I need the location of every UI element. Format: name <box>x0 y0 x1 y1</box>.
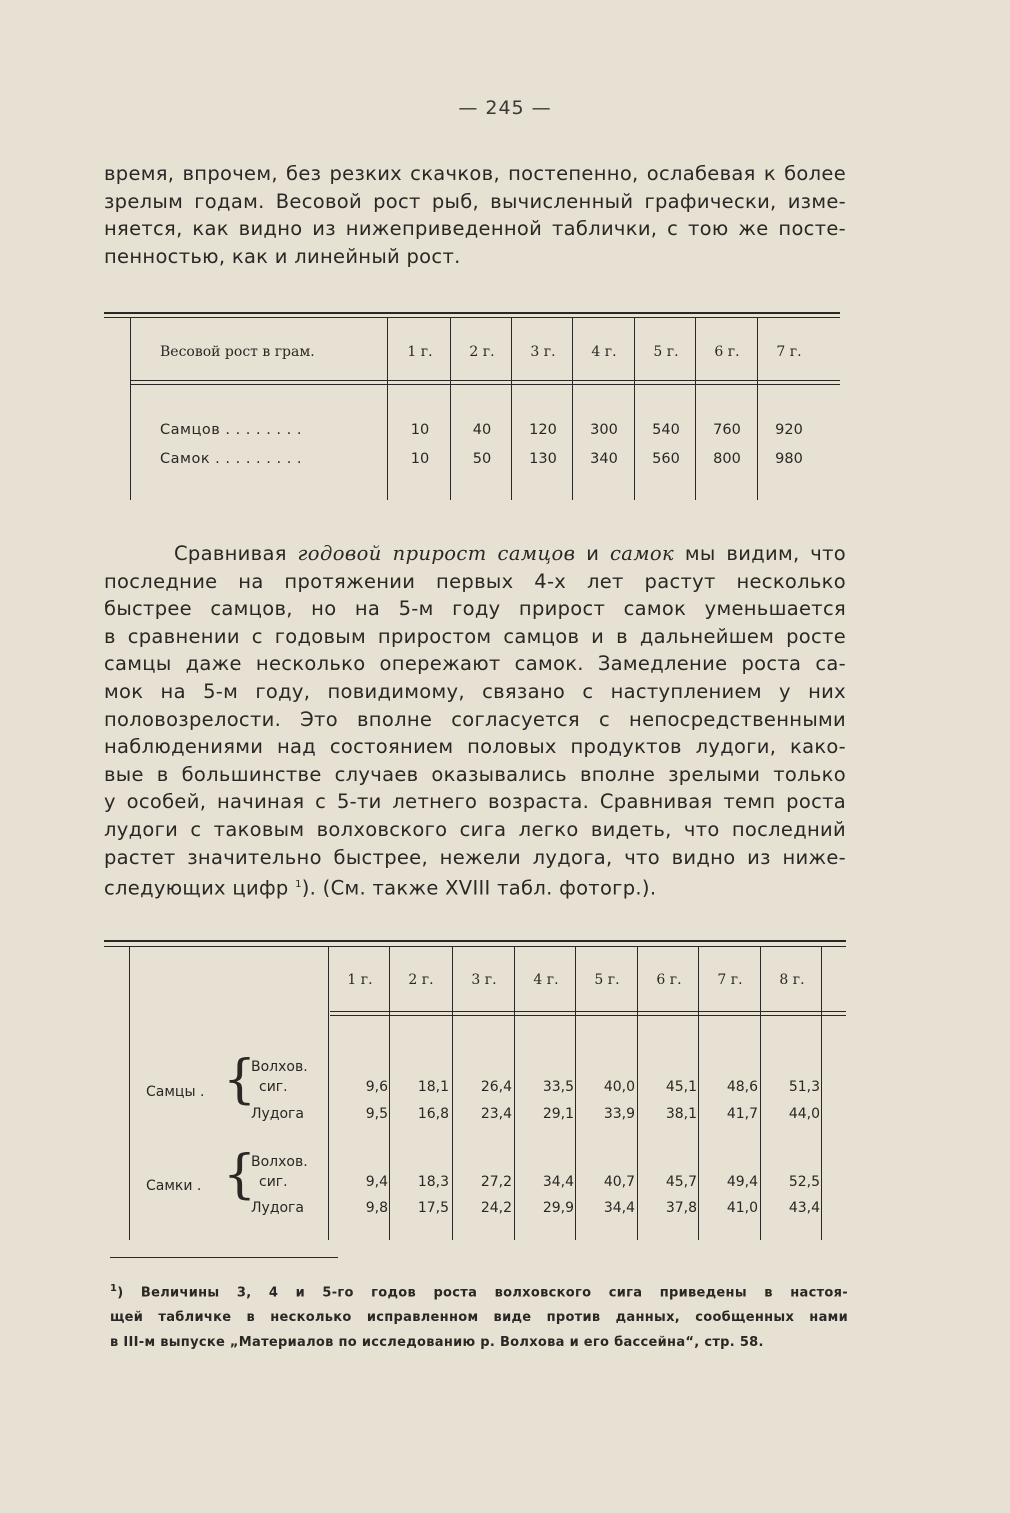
italic-term: самок <box>609 542 675 565</box>
table-cell: 18,3 <box>417 1174 449 1190</box>
text-line: мок на 5-м году, повидимому, связано с наступлением у них <box>104 679 846 703</box>
table-cell: 29,9 <box>542 1200 574 1216</box>
table-cell: 27,2 <box>480 1174 512 1190</box>
table-cell: 18,1 <box>417 1079 449 1095</box>
table-cell: 9,6 <box>365 1079 388 1095</box>
table-cell: 40,0 <box>603 1079 635 1095</box>
column-divider <box>637 946 638 1240</box>
table-cell: 40 <box>472 422 492 438</box>
table-cell: 41,0 <box>726 1200 758 1216</box>
table-header-label: Весовой рост в грам. <box>160 344 315 360</box>
text-line <box>104 540 846 568</box>
brace-icon: { <box>223 1145 257 1205</box>
table-cell: 9,5 <box>365 1106 388 1122</box>
table-cell: 33,5 <box>542 1079 574 1095</box>
paragraph-comparison <box>104 540 846 902</box>
year-header: 5 г. <box>594 972 620 988</box>
table-cell: 300 <box>590 422 618 438</box>
text-line: наблюдениями над состоянием половых продуктов лудоги, како- <box>104 735 846 759</box>
table-cell: 34,4 <box>542 1174 574 1190</box>
table-cell: 560 <box>652 451 680 467</box>
table-cell: 120 <box>529 422 557 438</box>
year-header: 1 г. <box>407 344 433 360</box>
table-cell: 34,4 <box>603 1200 635 1216</box>
table-cell: 29,1 <box>542 1106 574 1122</box>
table-top-rule <box>104 312 840 314</box>
year-header: 3 г. <box>530 344 556 360</box>
italic-term: годовой прирост самцов <box>297 542 576 565</box>
row-label: Самцов . . . . . . . . <box>160 422 302 438</box>
table-cell: 760 <box>713 422 741 438</box>
table-cell: 130 <box>529 451 557 467</box>
column-divider <box>698 946 699 1240</box>
table-cell: 45,1 <box>665 1079 697 1095</box>
text-line <box>110 1276 848 1305</box>
text-line: няется, как видно из нижеприведенной таблички, с тою же посте- <box>104 217 846 241</box>
footnote <box>110 1276 848 1355</box>
text-line: щей табличке в несколько исправленном виде против данных, сообщенных нами <box>110 1310 848 1326</box>
table-top-rule-inner <box>104 317 840 318</box>
table-cell: 43,4 <box>788 1200 820 1216</box>
footnote-marker: 1 <box>110 1283 118 1294</box>
paragraph-intro <box>104 160 846 270</box>
year-header: 2 г. <box>469 344 495 360</box>
table-cell: 37,8 <box>665 1200 697 1216</box>
text-line: у особей, начиная с 5-ти летнего возраста. Сравнивая темп роста <box>104 790 846 814</box>
row-label: Лудога <box>251 1106 304 1122</box>
text-line: самцы даже несколько опережают самок. Замедление роста са- <box>104 652 846 676</box>
weight-growth-table <box>104 312 840 500</box>
table-left-border <box>130 317 131 500</box>
text-line: зрелым годам. Весовой рост рыб, вычисленный графически, изме- <box>104 189 846 213</box>
row-label: сиг. <box>259 1079 288 1095</box>
text: и <box>575 542 610 565</box>
year-header: 7 г. <box>717 972 743 988</box>
year-header: 4 г. <box>591 344 617 360</box>
header-rule <box>330 1015 846 1016</box>
text-line: последние на протяжении первых 4-х лет растут несколько <box>104 569 846 593</box>
year-header: 8 г. <box>779 972 805 988</box>
table-cell: 45,7 <box>665 1174 697 1190</box>
growth-comparison-table <box>104 940 846 1240</box>
table-cell: 44,0 <box>788 1106 820 1122</box>
table-left-border <box>129 946 130 1240</box>
year-header: 5 г. <box>653 344 679 360</box>
table-cell: 9,4 <box>365 1174 388 1190</box>
text-line: лудоги с таковым волховского сига легко видеть, что последний <box>104 817 846 841</box>
table-cell: 340 <box>590 451 618 467</box>
text-line: пенностью, как и линейный рост. <box>104 244 461 268</box>
table-cell: 23,4 <box>480 1106 512 1122</box>
table-cell: 17,5 <box>417 1200 449 1216</box>
text-line: растет значительно быстрее, нежели лудога, что видно из ниже- <box>104 845 846 869</box>
header-rule <box>330 1011 846 1012</box>
table-cell: 10 <box>410 422 430 438</box>
group-label-males: Самцы . <box>146 1084 205 1100</box>
table-cell: 41,7 <box>726 1106 758 1122</box>
column-divider <box>452 946 453 1240</box>
column-divider <box>757 317 758 500</box>
page-number: — 245 — <box>458 97 552 119</box>
year-header: 6 г. <box>714 344 740 360</box>
column-divider <box>389 946 390 1240</box>
row-label: Волхов. <box>251 1059 308 1075</box>
text-line: вые в большинстве случаев оказывались вполне зрелыми только <box>104 762 846 786</box>
table-cell: 920 <box>775 422 803 438</box>
text-line: в III-м выпуске „Материалов по исследованию р. Волхова и его бассейна“, стр. 58. <box>110 1335 764 1351</box>
year-header: 1 г. <box>347 972 373 988</box>
year-header: 4 г. <box>533 972 559 988</box>
header-rule <box>130 384 840 385</box>
column-divider <box>760 946 761 1240</box>
row-label: сиг. <box>259 1174 288 1190</box>
header-rule <box>130 380 840 381</box>
table-top-rule <box>104 940 846 942</box>
table-cell: 49,4 <box>726 1174 758 1190</box>
year-header: 2 г. <box>408 972 434 988</box>
year-header: 7 г. <box>776 344 802 360</box>
table-cell: 50 <box>472 451 492 467</box>
text: ). (См. также XVIII табл. фотогр.). <box>301 876 657 900</box>
table-cell: 38,1 <box>665 1106 697 1122</box>
table-top-rule-inner <box>104 946 846 947</box>
column-divider <box>821 946 822 1240</box>
text: Сравнивая <box>174 542 298 565</box>
column-divider <box>450 317 451 500</box>
text-line: быстрее самцов, но на 5-м году прирост самок уменьшается <box>104 597 846 621</box>
year-header: 3 г. <box>471 972 497 988</box>
footnote-ref: 1 <box>295 879 302 891</box>
row-label: Лудога <box>251 1200 304 1216</box>
column-divider <box>634 317 635 500</box>
brace-icon: { <box>223 1050 257 1110</box>
row-label: Самок . . . . . . . . . <box>160 451 303 467</box>
table-cell: 48,6 <box>726 1079 758 1095</box>
table-cell: 52,5 <box>788 1174 820 1190</box>
table-cell: 40,7 <box>603 1174 635 1190</box>
column-divider <box>575 946 576 1240</box>
text-line: половозрелости. Это вполне согласуется с непосредственными <box>104 707 846 731</box>
group-label-females: Самки . <box>146 1178 202 1194</box>
text-line <box>104 871 846 902</box>
text-line: время, впрочем, без резких скачков, постепенно, ослабевая к более <box>104 162 846 185</box>
table-cell: 9,8 <box>365 1200 388 1216</box>
row-label: Волхов. <box>251 1154 308 1170</box>
table-cell: 51,3 <box>788 1079 820 1095</box>
text: следующих цифр <box>104 876 296 900</box>
table-cell: 33,9 <box>603 1106 635 1122</box>
table-cell: 10 <box>410 451 430 467</box>
text-line: в сравнении с годовым приростом самцов и в дальнейшем росте <box>104 624 846 648</box>
table-cell: 980 <box>775 451 803 467</box>
table-cell: 26,4 <box>480 1079 512 1095</box>
table-cell: 16,8 <box>417 1106 449 1122</box>
column-divider <box>387 317 388 500</box>
table-cell: 24,2 <box>480 1200 512 1216</box>
table-cell: 800 <box>713 451 741 467</box>
footnote-rule <box>110 1257 338 1258</box>
text: мы видим, что <box>674 542 846 565</box>
column-divider <box>328 946 329 1240</box>
text: ) Величины 3, 4 и 5-го годов роста волховского сига приведены в настоя- <box>117 1285 848 1301</box>
column-divider <box>514 946 515 1240</box>
year-header: 6 г. <box>656 972 682 988</box>
table-cell: 540 <box>652 422 680 438</box>
